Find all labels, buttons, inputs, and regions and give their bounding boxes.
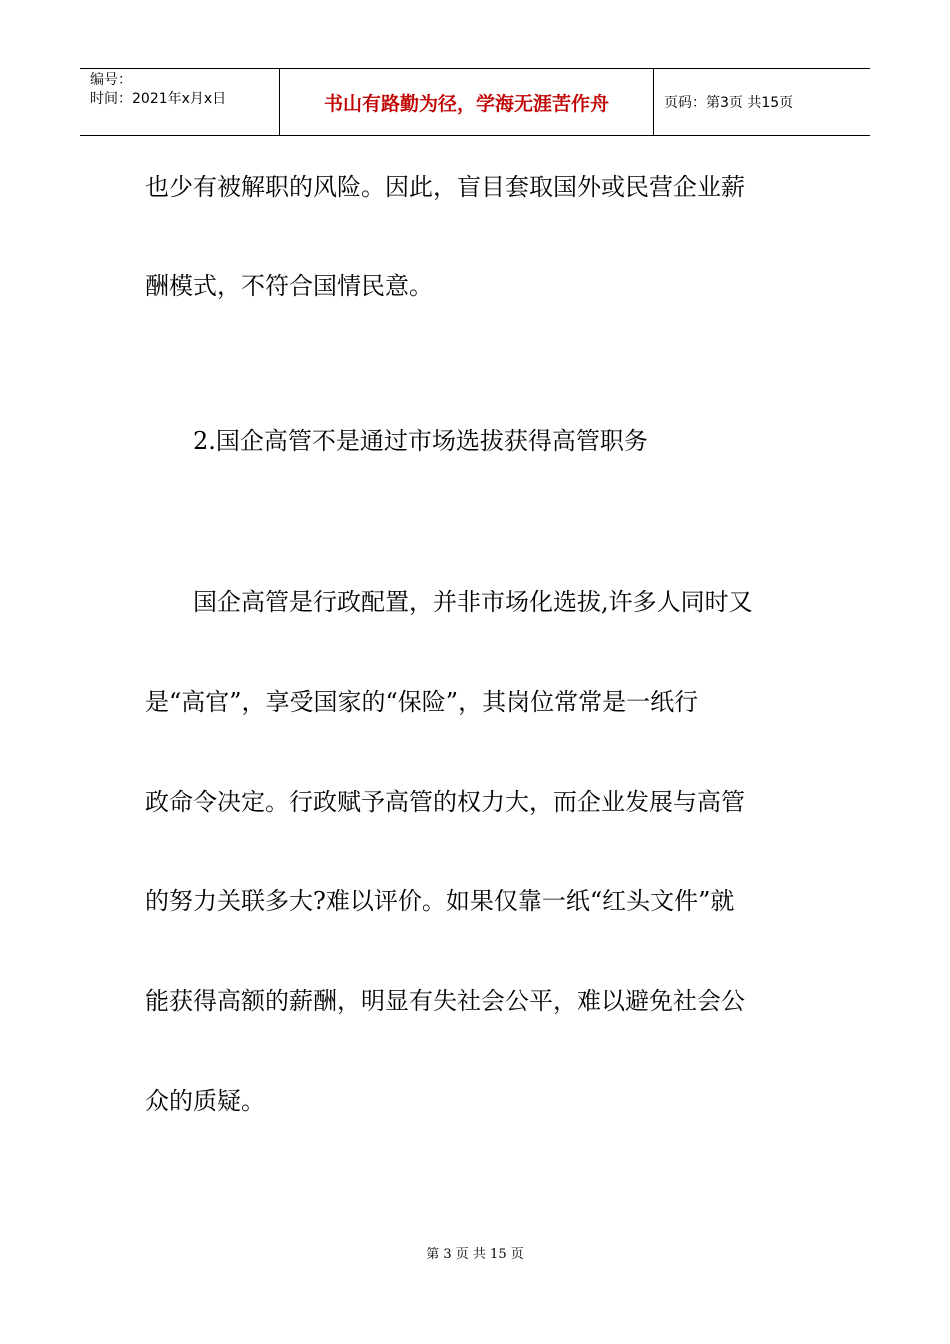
header-page-info: 页码：第3页 共15页: [664, 95, 794, 111]
body-line-4: 是“高官”，享受国家的“保险”，其岗位常常是一纸行: [145, 688, 699, 716]
footer-page-number: 第 3 页 共 15 页: [426, 1247, 524, 1262]
body-line-5: 政命令决定。行政赋予高管的权力大，而企业发展与高管: [145, 788, 745, 816]
header-motto-cell: [280, 69, 654, 135]
body-line-2: 酬模式，不符合国情民意。: [145, 272, 433, 300]
page-footer: [0, 1247, 950, 1263]
section-heading: 2.国企高管不是通过市场选拔获得高管职务: [193, 427, 648, 455]
page-header: [80, 68, 870, 136]
header-meta-cell: [80, 69, 280, 135]
body-line-7: 能获得高额的薪酬，明显有失社会公平，难以避免社会公: [145, 987, 745, 1015]
document-date-label: 时间：2021年x月x日: [90, 91, 227, 107]
header-page-cell: [654, 69, 870, 135]
body-line-6: 的努力关联多大?难以评价。如果仅靠一纸“红头文件”就: [145, 887, 735, 915]
body-line-1: 也少有被解职的风险。因此，盲目套取国外或民营企业薪: [145, 173, 745, 201]
body-line-8: 众的质疑。: [145, 1087, 265, 1115]
document-number-label: 编号：: [90, 72, 132, 88]
body-line-3: 国企高管是行政配置，并非市场化选拔,许多人同时又: [193, 588, 753, 616]
header-motto: 书山有路勤为径，学海无涯苦作舟: [323, 92, 609, 115]
